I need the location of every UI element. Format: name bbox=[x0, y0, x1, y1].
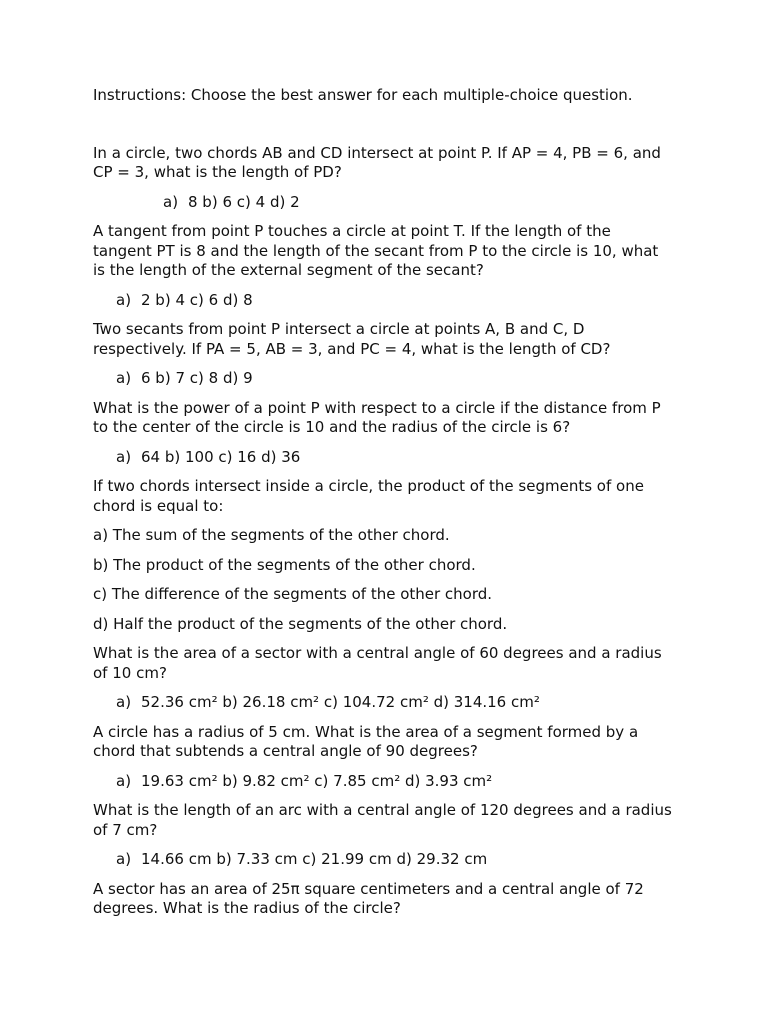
choice-list: 14.66 cm b) 7.33 cm c) 21.99 cm d) 29.32 cm bbox=[141, 850, 488, 868]
question-6-choices bbox=[93, 693, 673, 713]
question-5-option-d: d) Half the product of the segments of the other chord. bbox=[93, 614, 508, 633]
choice-marker: a) bbox=[116, 771, 132, 790]
question-8-choices bbox=[93, 850, 673, 870]
question-7-text: A circle has a radius of 5 cm. What is the area of a segment formed by a chord that subtends a central angle of 90 degrees? bbox=[93, 722, 639, 760]
choice-marker: a) bbox=[163, 192, 179, 211]
question-3-choices bbox=[93, 369, 673, 389]
question-8-text: What is the length of an arc with a central angle of 120 degrees and a radius of 7 cm? bbox=[93, 801, 672, 839]
question-2-choices bbox=[93, 291, 673, 311]
question-5-option-b: b) The product of the segments of the other chord. bbox=[93, 555, 476, 574]
document-page bbox=[93, 86, 673, 929]
choice-list: 52.36 cm² b) 26.18 cm² c) 104.72 cm² d) 314.16 cm² bbox=[141, 693, 540, 711]
question-2-text: A tangent from point P touches a circle at point T. If the length of the tangent PT is 8 and the length of the secant from P to the circle is 10, what is the length of the external segment of the secant? bbox=[93, 222, 659, 279]
question-9-text: A sector has an area of 25π square centimeters and a central angle of 72 degrees. What is the radius of the circle? bbox=[93, 879, 644, 917]
choice-marker: a) bbox=[116, 290, 132, 309]
question-1-choices bbox=[93, 193, 673, 213]
question-3-text: Two secants from point P intersect a circle at points A, B and C, D respectively. If PA = 5, AB = 3, and PC = 4, what is the length of CD? bbox=[93, 320, 611, 358]
question-4-choices bbox=[93, 448, 673, 468]
choice-marker: a) bbox=[116, 447, 132, 466]
choice-list: 64 b) 100 c) 16 d) 36 bbox=[141, 447, 301, 466]
choice-marker: a) bbox=[116, 369, 132, 387]
choice-marker: a) bbox=[116, 850, 132, 868]
instructions-text: Instructions: Choose the best answer for each multiple-choice question. bbox=[93, 86, 633, 104]
choice-list: 6 b) 7 c) 8 d) 9 bbox=[141, 369, 253, 387]
choice-marker: a) bbox=[116, 693, 132, 711]
choice-list: 2 b) 4 c) 6 d) 8 bbox=[141, 290, 253, 309]
question-5-text: If two chords intersect inside a circle, the product of the segments of one chord is equal to: bbox=[93, 477, 644, 515]
question-1-text: In a circle, two chords AB and CD intersect at point P. If AP = 4, PB = 6, and CP = 3, what is the length of PD? bbox=[93, 143, 661, 181]
choice-list: 8 b) 6 c) 4 d) 2 bbox=[188, 192, 300, 211]
question-7-choices bbox=[93, 772, 673, 792]
question-5-option-c: c) The difference of the segments of the other chord. bbox=[93, 585, 493, 603]
question-5-option-a: a) The sum of the segments of the other chord. bbox=[93, 526, 450, 544]
choice-list: 19.63 cm² b) 9.82 cm² c) 7.85 cm² d) 3.93 cm² bbox=[141, 771, 493, 790]
question-6-text: What is the area of a sector with a central angle of 60 degrees and a radius of 10 cm? bbox=[93, 644, 662, 682]
question-4-text: What is the power of a point P with respect to a circle if the distance from P to the center of the circle is 10 and the radius of the circle is 6? bbox=[93, 398, 661, 436]
